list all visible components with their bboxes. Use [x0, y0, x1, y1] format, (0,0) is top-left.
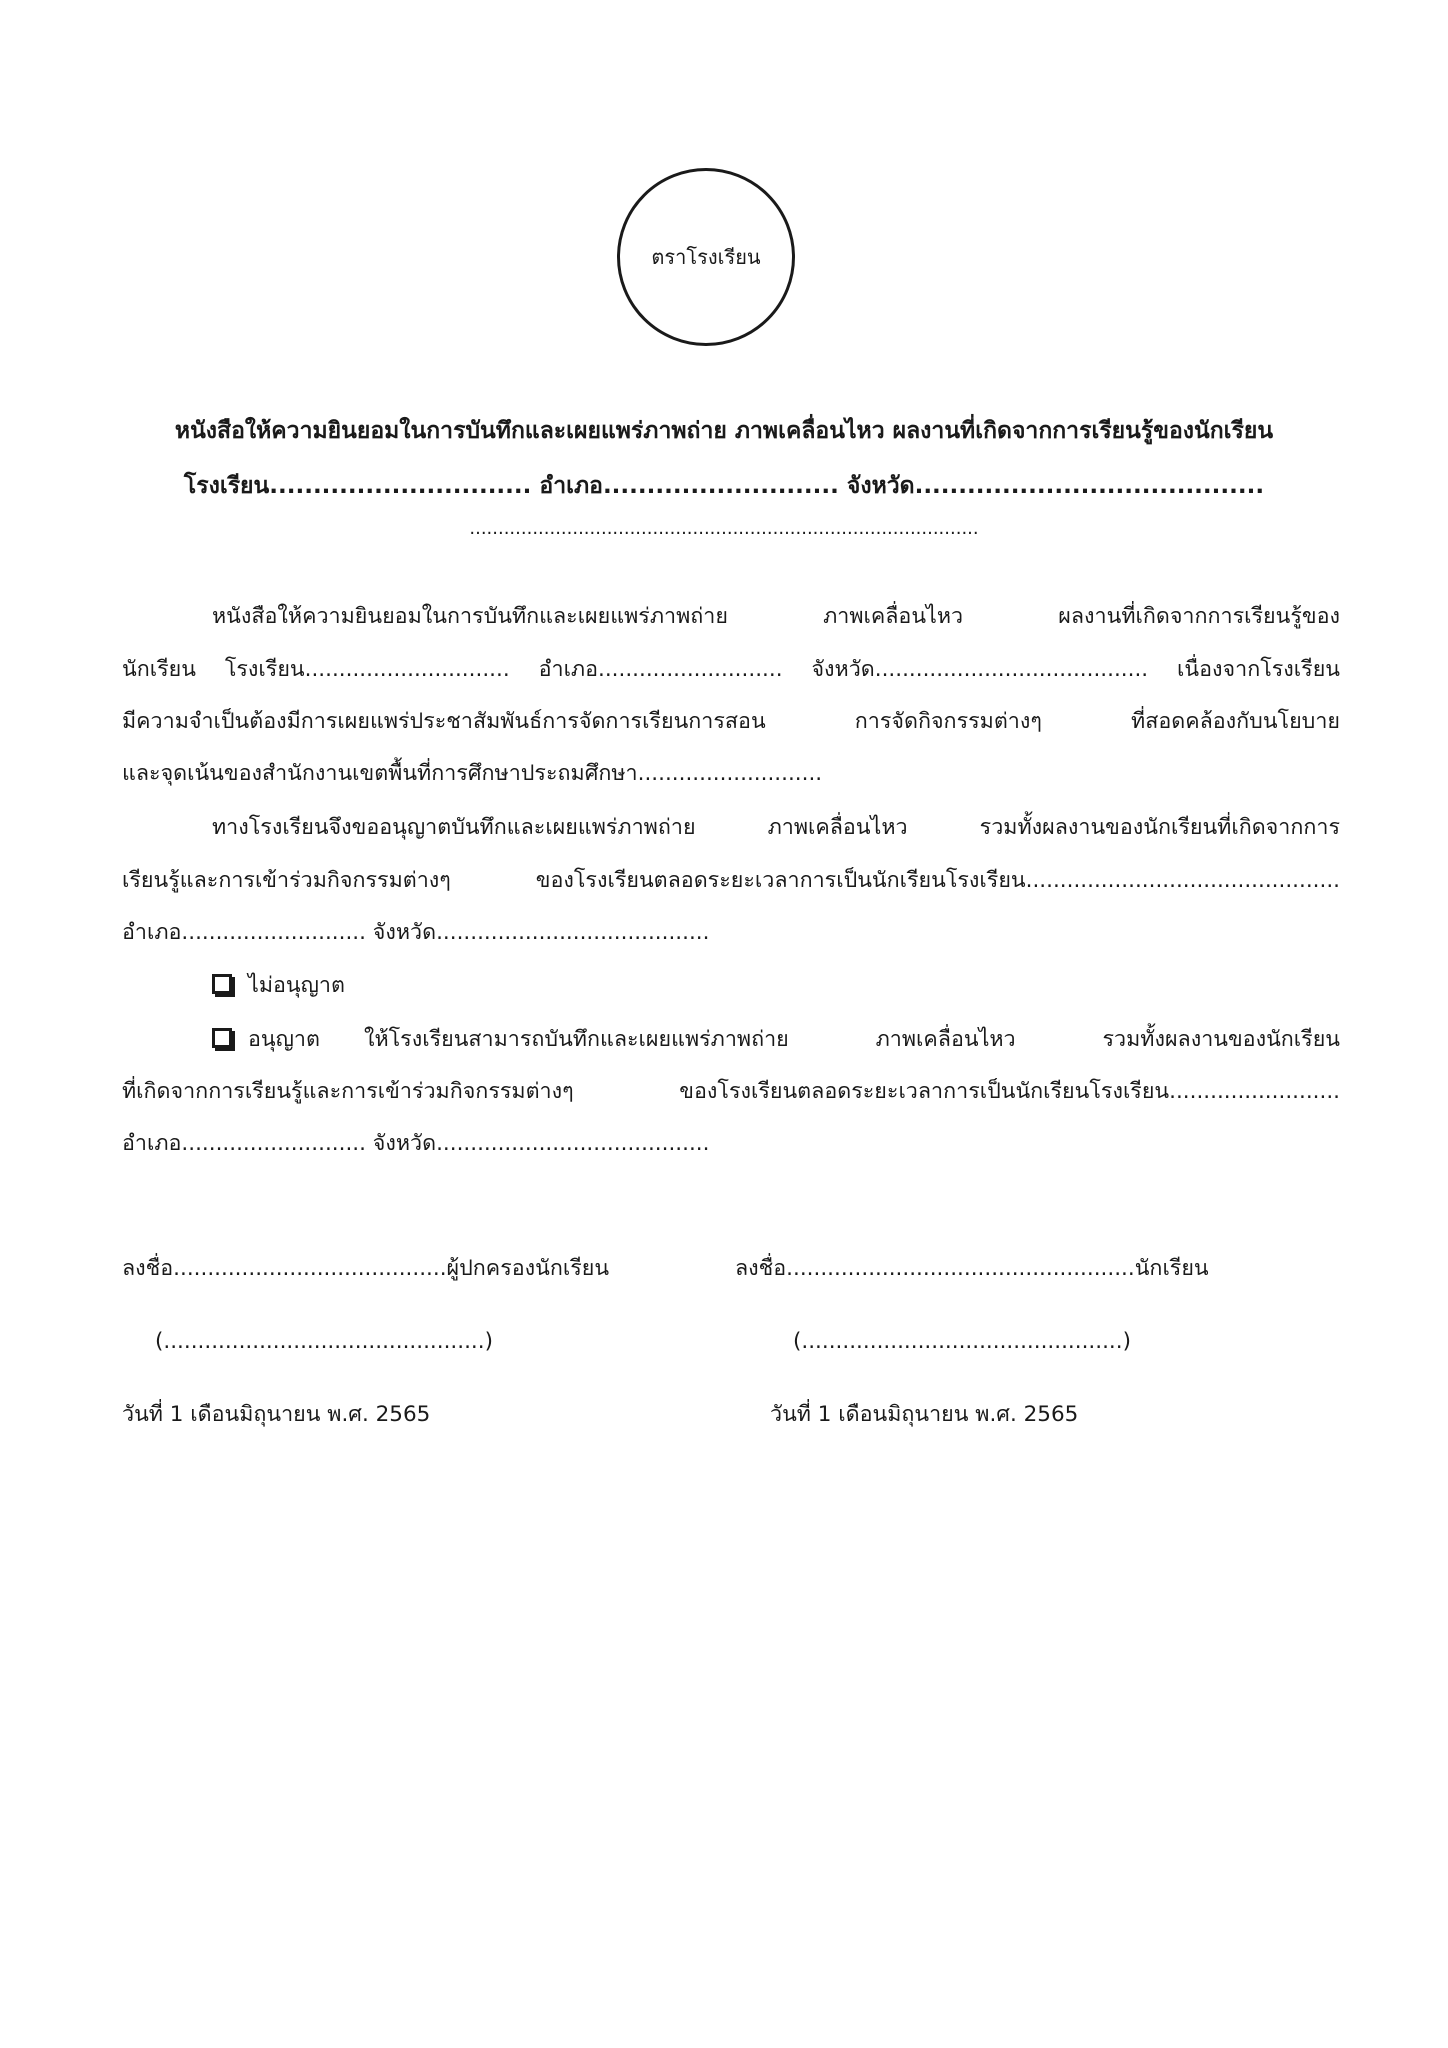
school-seal-label: ตราโรงเรียน — [651, 245, 761, 269]
option-deny[interactable] — [212, 970, 345, 1002]
paragraph2-line3: อำเภอ........................... จังหวัด........................................ — [122, 920, 710, 945]
paragraph1-line3: มีความจำเป็นต้องมีการเผยแพร่ประชาสัมพันธ์การจัดการเรียนการสอน การจัดกิจกรรมต่างๆ ที่สอดคล้องกับนโยบาย — [122, 709, 1340, 734]
deny-label: ไม่อนุญาต — [248, 973, 345, 998]
paragraph1-line1: หนังสือให้ความยินยอมในการบันทึกและเผยแพร่ภาพถ่าย ภาพเคลื่อนไหว ผลงานที่เกิดจากการเรียนรู้ของ — [212, 604, 1340, 629]
paragraph1-line2: นักเรียน โรงเรียน.............................. อำเภอ........................... จังหวัด........................................ เนื่องจากโรงเรียน — [122, 657, 1340, 682]
allow-text-line2: ที่เกิดจากการเรียนรู้และการเข้าร่วมกิจกรรมต่างๆ ของโรงเรียนตลอดระยะเวลาการเป็นนักเรียนโรงเรียน......................... — [122, 1079, 1340, 1104]
form-title: หนังสือให้ความยินยอมในการบันทึกและเผยแพร่ภาพถ่าย ภาพเคลื่อนไหว ผลงานที่เกิดจากการเรียนรู้ของนักเรียน — [174, 418, 1274, 444]
allow-label: อนุญาต — [248, 1027, 320, 1052]
student-signature-line: ลงชื่อ...................................................นักเรียน — [735, 1256, 1209, 1281]
paragraph2-line2: เรียนรู้และการเข้าร่วมกิจกรรมต่างๆ ของโรงเรียนตลอดระยะเวลาการเป็นนักเรียนโรงเรียน.............................................. — [122, 868, 1340, 893]
student-date: วันที่ 1 เดือนมิถุนายน พ.ศ. 2565 — [770, 1402, 1079, 1427]
form-school-line: โรงเรียน.............................. อำเภอ........................... จังหวัด........................................ — [183, 473, 1265, 499]
parent-signature-line: ลงชื่อ........................................ผู้ปกครองนักเรียน — [122, 1256, 610, 1281]
parent-name-line: (...............................................) — [155, 1329, 493, 1354]
allow-checkbox[interactable] — [212, 1028, 232, 1048]
allow-text-line1: ให้โรงเรียนสามารถบันทึกและเผยแพร่ภาพถ่าย ภาพเคลื่อนไหว รวมทั้งผลงานของนักเรียน — [363, 1027, 1340, 1052]
parent-date: วันที่ 1 เดือนมิถุนายน พ.ศ. 2565 — [122, 1402, 431, 1427]
allow-text-line3: อำเภอ........................... จังหวัด........................................ — [122, 1131, 710, 1156]
form-dotted-line: ......................................................................................... — [469, 518, 979, 539]
option-allow[interactable] — [212, 1024, 1340, 1056]
paragraph1-line4: และจุดเน้นของสำนักงานเขตพื้นที่การศึกษาประถมศึกษา........................... — [122, 761, 823, 786]
deny-checkbox[interactable] — [212, 974, 232, 994]
paragraph2-line1: ทางโรงเรียนจึงขออนุญาตบันทึกและเผยแพร่ภาพถ่าย ภาพเคลื่อนไหว รวมทั้งผลงานของนักเรียนที่เกิดจากการ — [212, 815, 1340, 840]
school-seal-placeholder — [617, 168, 795, 346]
student-name-line: (...............................................) — [793, 1329, 1131, 1354]
